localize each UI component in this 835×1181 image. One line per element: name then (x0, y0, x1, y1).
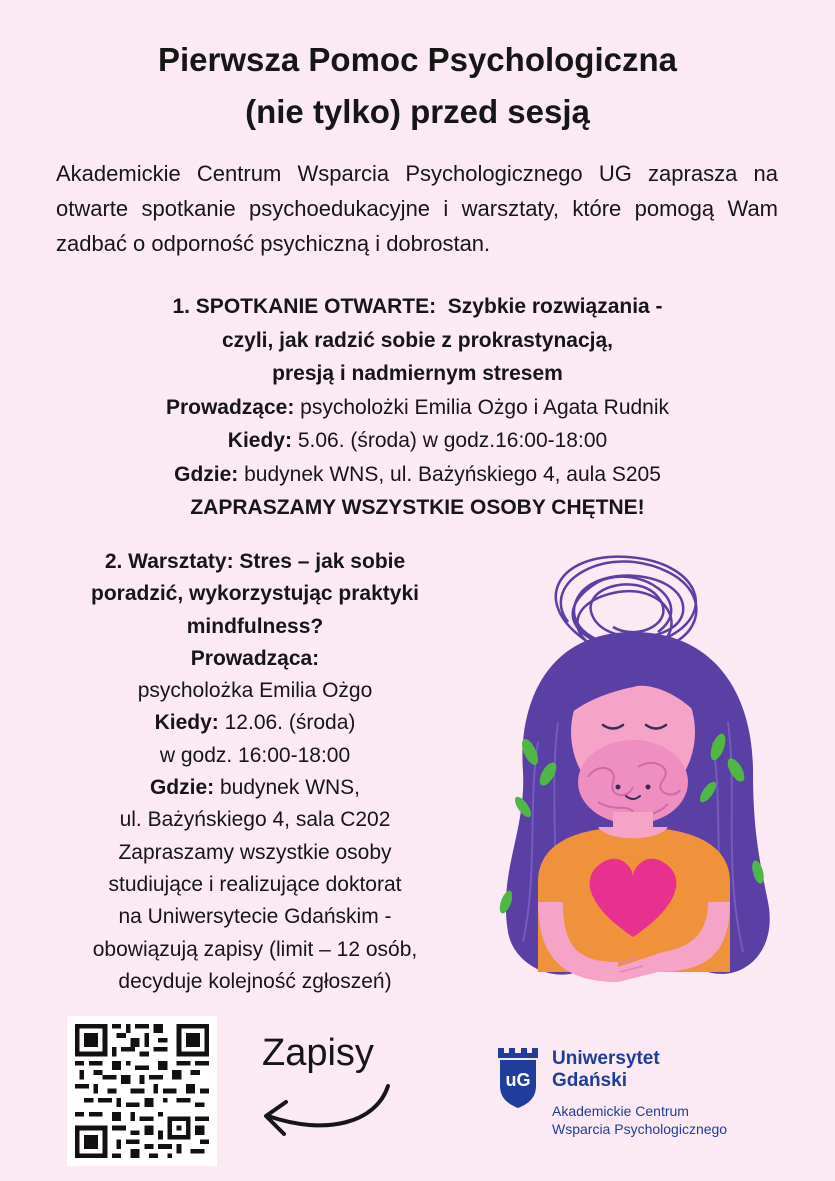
section1-where (0, 458, 835, 492)
university-line-2: Gdański (552, 1070, 627, 1091)
section1-invite: ZAPRASZAMY WSZYSTKIE OSOBY CHĘTNE! (190, 496, 645, 519)
title-line-1: Pierwsza Pomoc Psychologiczna (157, 41, 677, 78)
section2-info-line-4: obowiązują zapisy (limit – 12 osób, (92, 937, 418, 961)
section2-host-label: Prowadząca: (190, 646, 320, 670)
section2-where-label: Gdzie: (149, 776, 215, 800)
section1-hosts-value: psycholożki Emilia Ożgo i Agata Rudnik (294, 395, 670, 419)
university-line-1: Uniwersytet (552, 1048, 660, 1069)
section2-info-line-2: studiujące i realizujące doktorat (108, 872, 402, 896)
section1-where-value: budynek WNS, ul. Bażyńskiego 4, aula S205 (238, 462, 661, 486)
section2-info-line-5: decyduje kolejność zgłoszeń) (118, 969, 392, 993)
section-open-meeting (0, 290, 835, 525)
qr-code[interactable] (67, 1016, 217, 1166)
section1-hosts-label: Prowadzące: (165, 395, 295, 419)
curved-arrow-left-icon (256, 1078, 396, 1148)
section1-where-label: Gdzie: (174, 462, 239, 486)
center-name (552, 1102, 727, 1138)
section2-info-line-1: Zapraszamy wszystkie osoby (118, 840, 392, 864)
section2-where-line-2: ul. Bażyńskiego 4, sala C202 (119, 808, 391, 832)
section-workshop (40, 546, 470, 998)
section2-heading-line-2: poradzić, wykorzystując praktyki (91, 582, 419, 606)
section2-heading-line-3: mindfulness? (186, 614, 324, 638)
center-line-1: Akademickie Centrum (552, 1103, 689, 1119)
section2-heading-line-1: 2. Warsztaty: Stres – jak sobie (104, 550, 406, 573)
section1-heading-line-1: 1. SPOTKANIE OTWARTE: Szybkie rozwiązania - (172, 295, 663, 318)
brain-icon (578, 740, 688, 824)
section1-when-value: 5.06. (środa) w godz.16:00-18:00 (291, 429, 608, 452)
center-line-2: Wsparcia Psychologicznego (552, 1121, 728, 1137)
section1-when (0, 424, 835, 458)
page-title (0, 34, 835, 138)
section2-when-label: Kiedy: (154, 711, 219, 735)
intro-paragraph: Akademickie Centrum Wsparcia Psychologicznego UG zaprasza na otwarte spotkanie psychoedukacyjne i warsztaty, które pomogą Wam zadbać o odporność psychiczną i dobrostan. (56, 161, 778, 256)
signup-label: Zapisy (262, 1032, 374, 1074)
woman-with-heart-illustration (468, 542, 798, 992)
section1-heading-line-2: czyli, jak radzić sobie z prokrastynacją, (221, 328, 613, 352)
section2-when (40, 707, 470, 739)
section1-when-label: Kiedy: (227, 429, 292, 452)
section2-when-value: 12.06. (środa) (218, 711, 356, 735)
section2-info-line-3: na Uniwersytecie Gdańskim - (118, 905, 392, 929)
section1-hosts (0, 391, 835, 425)
section2-host-value: psycholożka Emilia Ożgo (137, 679, 373, 703)
section2-when-time: w godz. 16:00-18:00 (159, 743, 351, 767)
ug-logo-icon (496, 1040, 540, 1110)
section1-heading-line-3: presją i nadmiernym stresem (272, 362, 563, 385)
university-name (552, 1048, 660, 1092)
section2-where (40, 772, 470, 804)
svg-text:uG: uG (505, 1070, 531, 1090)
title-line-2: (nie tylko) przed sesją (245, 93, 590, 130)
qr-code-icon (75, 1024, 209, 1158)
section2-where-value: budynek WNS, (214, 776, 361, 800)
